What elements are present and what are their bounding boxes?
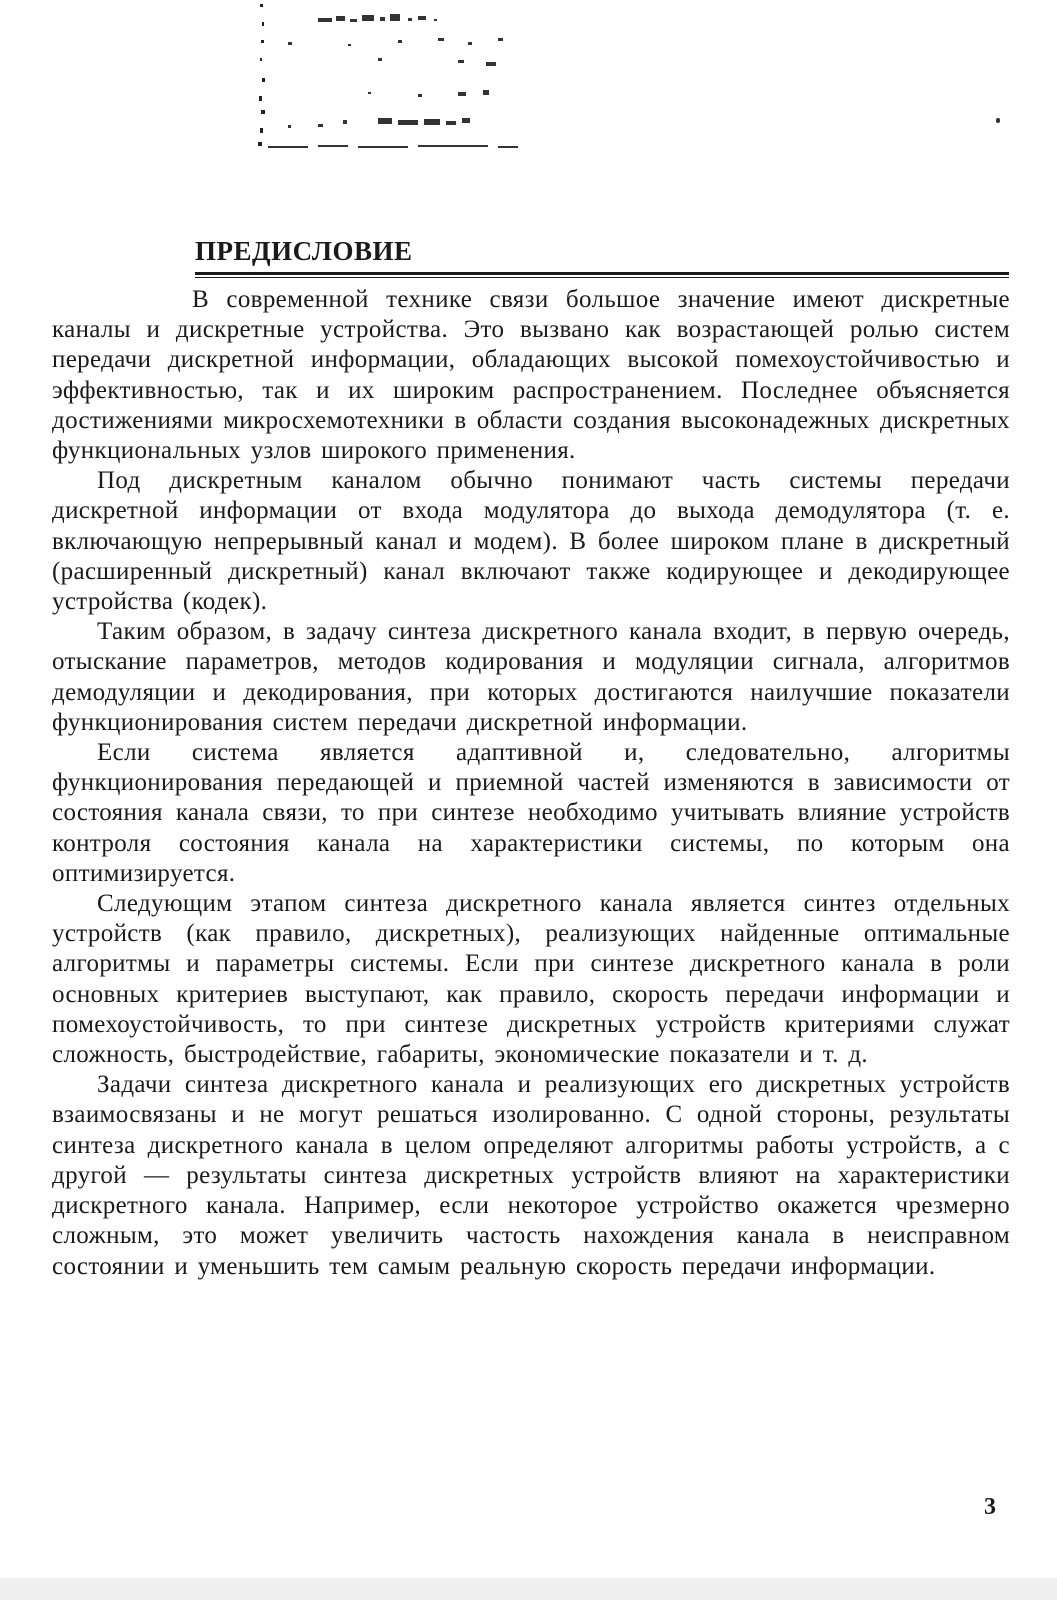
paragraph: Под дискретным каналом обычно понимают часть системы передачи дискретной информации от входа модулятора до выхода демодулятора (т. е. включающую непрерывный канал и модем). В более широком плане в дискретный (расширенный дискретный) канал включают также кодирующее и декодирующее устройства (кодек). xyxy=(52,467,1010,616)
paragraph: Следующим этапом синтеза дискретного канала является синтез отдельных устройств (как правило, дискретных), реализующих найденные оптимальные алгоритмы и параметры системы. Если при синтезе дискретного канала в роли основных критериев выступают, как правило, скорость передачи информации и помехоустойчивость, то при синтезе дискретных устройств критериями служат сложность, быстродействие, габариты, экономические показатели и т. д. xyxy=(52,890,1010,1069)
paragraph: Задачи синтеза дискретного канала и реализующих его дискретных устройств взаимосвязаны и не могут решаться изолированно. С одной стороны, результаты синтеза дискретного канала в целом определяют алгоритмы работы устройств, а с другой — результаты синтеза дискретных устройств влияют на характеристики дискретного канала. Например, если некоторое устройство окажется чрезмерно сложным, это может увеличить частость нахождения канала в неисправном состоянии и уменьшить тем самым реальную скорость передачи информации. xyxy=(52,1071,1010,1280)
heading-rule-thin xyxy=(195,277,1009,278)
page-number: 3 xyxy=(984,1494,996,1520)
paragraph: Если система является адаптивной и, следовательно, алгоритмы функционирования передающей и приемной частей изменяются в зависимости от состояния канала связи, то при синтезе необходимо учитывать влияние устройств контроля состояния канала на характеристики системы, по которым она оптимизируется. xyxy=(52,739,1010,887)
page-title: ПРЕДИСЛОВИЕ xyxy=(195,236,413,266)
paragraph: В современной технике связи большое значение имеют дискретные каналы и дискретные устройства. Это вызвано как возрастающей ролью систем передачи дискретной информации, обладающих высокой помехоустойчивостью и эффективностью, так и их широким распространением. Последнее объясняется достижениями микросхемотехники в области создания высоконадежных дискретных функциональных узлов широкого применения. xyxy=(52,286,1010,465)
paragraph: Таким образом, в задачу синтеза дискретного канала входит, в первую очередь, отыскание параметров, методов кодирования и модуляции сигнала, алгоритмов демодуляции и декодирования, при которых достигаются наилучшие показатели функционирования систем передачи дискретной информации. xyxy=(52,618,1010,736)
page-edge-speck xyxy=(996,118,1000,123)
scan-bottom-edge xyxy=(0,1578,1057,1600)
heading-rule-thick xyxy=(195,272,1009,275)
body-text xyxy=(52,285,1010,1282)
library-stamp-mark xyxy=(258,0,558,160)
